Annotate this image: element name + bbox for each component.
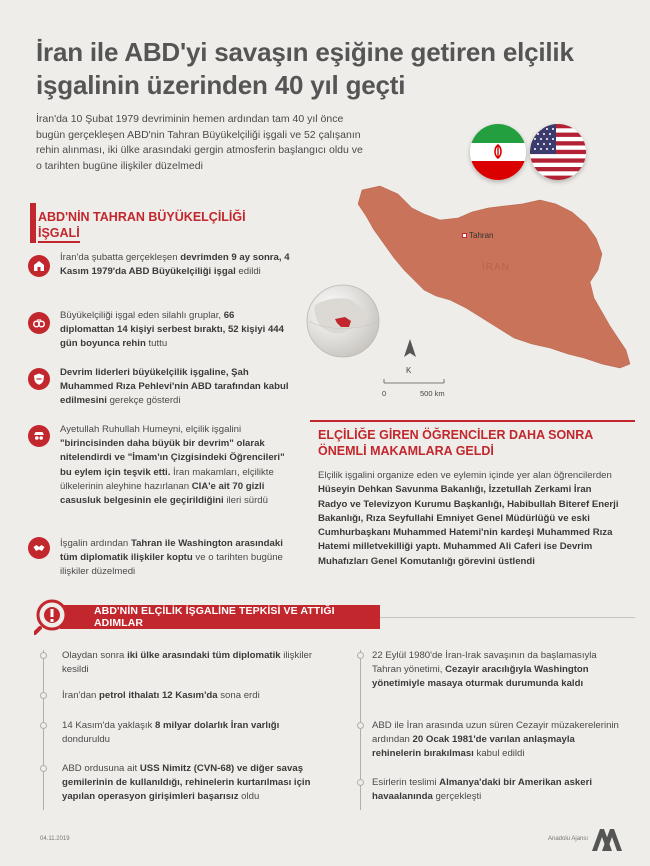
timeline-item: 22 Eylül 1980'de İran-Irak savaşının da başlamasıyla Tahran yönetimi, Cezayir aracılığıyla Washington yönetimiyle masaya oturmak durumunda kaldı [372, 650, 597, 689]
timeline-line-right [360, 650, 361, 810]
handshake-icon [28, 537, 50, 559]
page-title: İran ile ABD'yi savaşın eşiğine getiren elçilik işgalinin üzerinden 40 yıl geçti [36, 37, 574, 100]
building-icon [28, 255, 50, 277]
timeline-dot [40, 765, 47, 772]
timeline-item: Olaydan sonra iki ülke arasındaki tüm diplomatik ilişkiler kesildi [62, 650, 313, 675]
timeline-dot [357, 652, 364, 659]
section-accent-bar [30, 203, 36, 243]
footer-agency: Anadolu Ajansı [548, 836, 589, 842]
magnifier-icon [34, 598, 72, 636]
globe-icon [305, 283, 381, 359]
timeline-dot [40, 652, 47, 659]
scale-end: 500 km [420, 389, 445, 398]
timeline-item: Esirlerin teslimi Almanya'daki bir Amerikan askeri havaalanında gerçekleşti [372, 777, 593, 802]
list-item: Ayetullah Ruhullah Humeyni, elçilik işgalini "birincisinden daha büyük bir devrim" olarak nitelendirdi ve "İmam'ın Çizgisindeki Öğrencileri" bu eylem için teşvik etti. İran makamları, elçilikte ülkelerinin aleyhine hazırlanan CIA'e ait 70 gizli casusluk belgesinin ele geçirildiğini ileri sürdü [60, 424, 285, 507]
handcuffs-icon [28, 312, 50, 334]
spy-icon [28, 425, 50, 447]
section2-heading-line1: ELÇİLİĞE GİREN ÖĞRENCİLER DAHA SONRA [318, 428, 594, 442]
iran-flag-icon [470, 124, 526, 180]
north-label: K [406, 366, 412, 375]
timeline-item: ABD ordusuna ait USS Nimitz (CVN-68) ve diğer savaş gemilerinin de kullanıldığı, rehinelerin kurtarılması için yapılan operasyon girişimleri başarısız oldu [62, 763, 311, 802]
section1-heading-line2: İŞGALİ [38, 225, 80, 243]
section3-divider [380, 617, 635, 618]
timeline-line-left [43, 650, 44, 810]
intro-text: İran'da 10 Şubat 1979 devriminin hemen ardından tam 40 yıl önce bugün gerçekleşen ABD'nin Tahran Büyükelçiliği işgali ve 52 çalışanın rehin alınması, iki ülke arasındaki gergin atmosferin başlangıcı oldu ve o tarihten bugüne ilişkiler düzelmedi [36, 113, 363, 172]
timeline-item: 14 Kasım'da yaklaşık 8 milyar dolarlık İran varlığı donduruldu [62, 720, 280, 745]
list-item: Büyükelçiliği işgal eden silahlı gruplar, 66 diplomattan 14 kişiyi serbest bıraktı, 52 kişiyi 444 gün boyunca rehin tuttu [60, 310, 284, 350]
country-label: İRAN [482, 262, 510, 273]
shield-icon [28, 368, 50, 390]
capital-marker-icon [462, 233, 467, 238]
footer-date: 04.11.2019 [40, 836, 70, 842]
list-item: Devrim liderleri büyükelçilik işgaline, Şah Muhammed Rıza Pehlevi'nin ABD tarafından kabul edilmesini gerekçe gösterdi [60, 367, 289, 407]
timeline-item: ABD ile İran arasında uzun süren Cezayir müzakerelerinin ardından 20 Ocak 1981'de varılan anlaşmayla rehinelerin bırakılması kabul edildi [372, 720, 619, 759]
capital-name: Tahran [469, 231, 494, 240]
timeline-item: İran'dan petrol ithalatı 12 Kasım'da sona erdi [62, 690, 260, 701]
section1-heading [38, 209, 288, 243]
timeline-dot [40, 692, 47, 699]
timeline-dot [357, 779, 364, 786]
aa-logo-icon [590, 823, 622, 855]
section2-body: Elçilik işgalini organize eden ve eylemin içinde yer alan öğrencilerden Hüseyin Dehkan Savunma Bakanlığı, İzzetullah Zerkami İran Radyo ve Televizyon Kurumu Başkanlığı, Habibullah Biteref Enerji Bakanlığı, Rıza Seyfullahi Emniyet Genel Müdürlüğü ve eski Cumhurbaşkanı Muhammed Hatemi'nin kardeşi Muhammed Rıza Hatemi milletvekilliği yaptı. Muhammed Ali Caferi ise Devrim Muhafızları Genel Komutanlığı görevini üstlendi [318, 470, 619, 567]
timeline-dot [357, 722, 364, 729]
section2-heading [318, 427, 618, 459]
section3-heading: ABD'NİN ELÇİLİK İŞGALİNE TEPKİSİ VE ATTIĞI ADIMLAR [60, 605, 380, 629]
scale-start: 0 [382, 389, 387, 398]
list-item: İşgalin ardından Tahran ile Washington arasındaki tüm diplomatik ilişkiler koptu ve o tarihten bugüne ilişkiler düzelmedi [60, 538, 283, 578]
section2-heading-line2: ÖNEMLİ MAKAMLARA GELDİ [318, 444, 494, 458]
list-item: İran'da şubatta gerçekleşen devrimden 9 ay sonra, 4 Kasım 1979'da ABD Büyükelçiliği işgal edildi [60, 252, 290, 278]
section1-heading-line1: ABD'NİN TAHRAN BÜYÜKELÇİLİĞİ [38, 210, 246, 224]
usa-flag-icon [530, 124, 586, 180]
capital-label [462, 231, 493, 240]
timeline-dot [40, 722, 47, 729]
